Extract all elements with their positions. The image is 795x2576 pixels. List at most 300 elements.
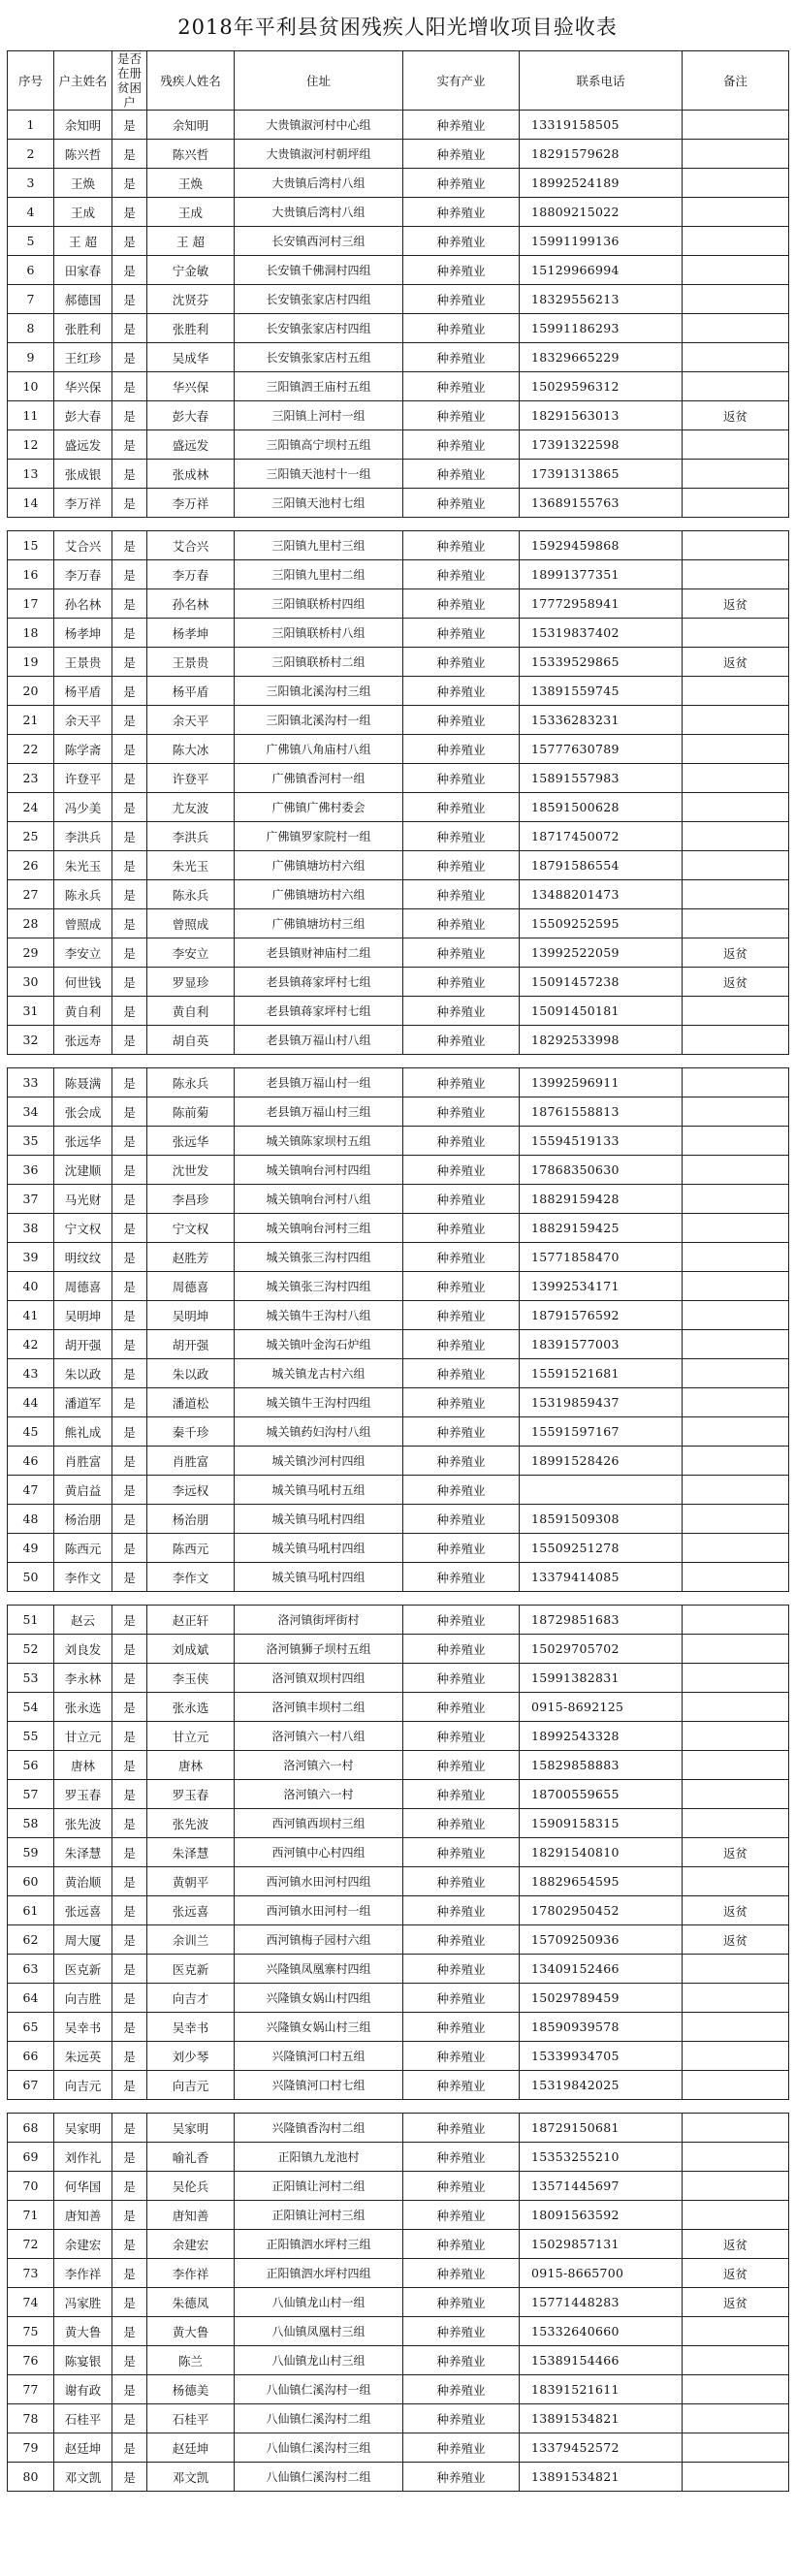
disabled-person-name: 张永选 — [147, 1693, 235, 1722]
phone-number: 18829654595 — [520, 1867, 683, 1896]
industry: 种养殖业 — [403, 619, 520, 648]
table-row — [8, 460, 789, 489]
disabled-person-name: 周德喜 — [147, 1272, 235, 1301]
row-number: 64 — [8, 1984, 54, 2013]
disabled-person-name: 邓文凯 — [147, 2463, 235, 2492]
industry: 种养殖业 — [403, 764, 520, 793]
address: 西河镇水田河村一组 — [235, 1896, 403, 1925]
remark — [683, 1214, 789, 1243]
industry: 种养殖业 — [403, 1156, 520, 1185]
phone-number: 15091450181 — [520, 997, 683, 1026]
row-number: 66 — [8, 2042, 54, 2071]
section-gap — [7, 2100, 788, 2113]
registered-poor: 是 — [112, 1185, 147, 1214]
remark — [683, 677, 789, 706]
disabled-person-name: 李远权 — [147, 1476, 235, 1505]
table-row — [8, 2230, 789, 2259]
phone-number: 15929459868 — [520, 531, 683, 560]
registered-poor: 是 — [112, 2463, 147, 2492]
industry: 种养殖业 — [403, 1447, 520, 1476]
address: 长安镇张家店村四组 — [235, 285, 403, 314]
industry: 种养殖业 — [403, 2433, 520, 2463]
phone-number: 17391322598 — [520, 430, 683, 460]
remark: 返贫 — [683, 2288, 789, 2317]
phone-number: 18829159425 — [520, 1214, 683, 1243]
disabled-person-name: 曾照成 — [147, 909, 235, 938]
householder-name: 陈西元 — [54, 1534, 112, 1563]
phone-number: 18992543328 — [520, 1722, 683, 1751]
registered-poor: 是 — [112, 1243, 147, 1272]
row-number: 39 — [8, 1243, 54, 1272]
address: 老县镇万福山村三组 — [235, 1097, 403, 1127]
phone-number: 15129966994 — [520, 256, 683, 285]
disabled-person-name: 吴伦兵 — [147, 2172, 235, 2201]
industry: 种养殖业 — [403, 1925, 520, 1955]
disabled-person-name: 李作文 — [147, 1563, 235, 1592]
row-number: 2 — [8, 140, 54, 169]
registered-poor: 是 — [112, 1809, 147, 1838]
table-row — [8, 111, 789, 140]
table-row — [8, 706, 789, 735]
phone-number: 18991528426 — [520, 1447, 683, 1476]
householder-name: 熊礼成 — [54, 1417, 112, 1447]
disabled-person-name: 艾合兴 — [147, 531, 235, 560]
householder-name: 王 超 — [54, 227, 112, 256]
table-row — [8, 1955, 789, 1984]
phone-number: 17772958941 — [520, 589, 683, 619]
registered-poor: 是 — [112, 1417, 147, 1447]
address: 西河镇梅子园村六组 — [235, 1925, 403, 1955]
phone-number: 18291579628 — [520, 140, 683, 169]
householder-name: 向吉胜 — [54, 1984, 112, 2013]
remark: 返贫 — [683, 401, 789, 430]
registered-poor: 是 — [112, 1780, 147, 1809]
table-row — [8, 1156, 789, 1185]
disabled-person-name: 王焕 — [147, 169, 235, 198]
phone-number: 15991186293 — [520, 314, 683, 343]
disabled-person-name: 朱光玉 — [147, 851, 235, 880]
phone-number: 15029596312 — [520, 372, 683, 401]
remark — [683, 372, 789, 401]
householder-name: 何华国 — [54, 2172, 112, 2201]
address: 长安镇千佛洞村四组 — [235, 256, 403, 285]
address: 城关镇响台河村三组 — [235, 1214, 403, 1243]
row-number: 75 — [8, 2317, 54, 2346]
householder-name: 陈宴银 — [54, 2346, 112, 2375]
industry: 种养殖业 — [403, 1867, 520, 1896]
disabled-person-name: 盛远发 — [147, 430, 235, 460]
remark — [683, 1476, 789, 1505]
remark — [683, 430, 789, 460]
address: 三阳镇联桥村四组 — [235, 589, 403, 619]
row-number: 65 — [8, 2013, 54, 2042]
remark: 返贫 — [683, 2230, 789, 2259]
row-number: 47 — [8, 1476, 54, 1505]
table-row — [8, 648, 789, 677]
remark — [683, 1563, 789, 1592]
remark — [683, 851, 789, 880]
registered-poor: 是 — [112, 1127, 147, 1156]
disabled-person-name: 王成 — [147, 198, 235, 227]
registered-poor: 是 — [112, 909, 147, 938]
phone-number: 17868350630 — [520, 1156, 683, 1185]
row-number: 29 — [8, 938, 54, 968]
address: 广佛镇八角庙村八组 — [235, 735, 403, 764]
disabled-person-name: 张远华 — [147, 1127, 235, 1156]
registered-poor: 是 — [112, 560, 147, 589]
phone-number: 18590939578 — [520, 2013, 683, 2042]
industry: 种养殖业 — [403, 489, 520, 518]
disabled-person-name: 黄朝平 — [147, 1867, 235, 1896]
registered-poor: 是 — [112, 1563, 147, 1592]
row-number: 3 — [8, 169, 54, 198]
address: 洛河镇双坝村四组 — [235, 1664, 403, 1693]
phone-number: 18091563592 — [520, 2201, 683, 2230]
registered-poor: 是 — [112, 2042, 147, 2071]
row-number: 20 — [8, 677, 54, 706]
table-row — [8, 531, 789, 560]
address: 老县镇万福山村八组 — [235, 1026, 403, 1055]
registered-poor: 是 — [112, 489, 147, 518]
disabled-person-name: 黄大鲁 — [147, 2317, 235, 2346]
table-row — [8, 2042, 789, 2071]
registered-poor: 是 — [112, 1026, 147, 1055]
disabled-person-name: 朱德凤 — [147, 2288, 235, 2317]
registered-poor: 是 — [112, 1984, 147, 2013]
householder-name: 黄启益 — [54, 1476, 112, 1505]
phone-number: 15777630789 — [520, 735, 683, 764]
householder-name: 陈兴哲 — [54, 140, 112, 169]
householder-name: 明纹纹 — [54, 1243, 112, 1272]
industry: 种养殖业 — [403, 372, 520, 401]
phone-number: 15509251278 — [520, 1534, 683, 1563]
disabled-person-name: 张远喜 — [147, 1896, 235, 1925]
table-row — [8, 968, 789, 997]
address: 三阳镇北溪沟村三组 — [235, 677, 403, 706]
disabled-person-name: 李万春 — [147, 560, 235, 589]
table-row — [8, 1809, 789, 1838]
disabled-person-name: 余天平 — [147, 706, 235, 735]
table-row — [8, 1606, 789, 1635]
registered-poor: 是 — [112, 1330, 147, 1359]
industry: 种养殖业 — [403, 401, 520, 430]
disabled-person-name: 陈兴哲 — [147, 140, 235, 169]
householder-name: 张胜利 — [54, 314, 112, 343]
table-row — [8, 430, 789, 460]
disabled-person-name: 张成林 — [147, 460, 235, 489]
disabled-person-name: 彭大春 — [147, 401, 235, 430]
householder-name: 朱光玉 — [54, 851, 112, 880]
table-row — [8, 909, 789, 938]
table-row — [8, 2114, 789, 2143]
householder-name: 吴明坤 — [54, 1301, 112, 1330]
householder-name: 张远寿 — [54, 1026, 112, 1055]
disabled-person-name: 罗玉春 — [147, 1780, 235, 1809]
remark — [683, 2071, 789, 2100]
phone-number: 15091457238 — [520, 968, 683, 997]
phone-number: 15336283231 — [520, 706, 683, 735]
phone-number: 15991199136 — [520, 227, 683, 256]
industry: 种养殖业 — [403, 256, 520, 285]
industry: 种养殖业 — [403, 430, 520, 460]
registered-poor: 是 — [112, 1534, 147, 1563]
address: 城关镇马吼村四组 — [235, 1534, 403, 1563]
phone-number: 13319158505 — [520, 111, 683, 140]
disabled-person-name: 陈永兵 — [147, 880, 235, 909]
industry: 种养殖业 — [403, 1563, 520, 1592]
table-row — [8, 2375, 789, 2404]
table-row — [8, 1635, 789, 1664]
remark: 返贫 — [683, 938, 789, 968]
registered-poor: 是 — [112, 372, 147, 401]
remark — [683, 2433, 789, 2463]
remark — [683, 706, 789, 735]
phone-number: 18791586554 — [520, 851, 683, 880]
phone-number: 13992596911 — [520, 1068, 683, 1097]
phone-number: 18329556213 — [520, 285, 683, 314]
industry: 种养殖业 — [403, 314, 520, 343]
industry: 种养殖业 — [403, 1809, 520, 1838]
address: 城关镇马吼村五组 — [235, 1476, 403, 1505]
remark — [683, 1955, 789, 1984]
registered-poor: 是 — [112, 1606, 147, 1635]
row-number: 11 — [8, 401, 54, 430]
remark — [683, 169, 789, 198]
phone-number: 18700559655 — [520, 1780, 683, 1809]
householder-name: 向吉元 — [54, 2071, 112, 2100]
phone-number: 13891534821 — [520, 2463, 683, 2492]
row-number: 43 — [8, 1359, 54, 1388]
registered-poor: 是 — [112, 1476, 147, 1505]
disabled-person-name: 陈西元 — [147, 1534, 235, 1563]
householder-name: 潘道军 — [54, 1388, 112, 1417]
registered-poor: 是 — [112, 997, 147, 1026]
registered-poor: 是 — [112, 2288, 147, 2317]
disabled-person-name: 许登平 — [147, 764, 235, 793]
row-number: 56 — [8, 1751, 54, 1780]
acceptance-table — [7, 50, 788, 2492]
table-row — [8, 227, 789, 256]
industry: 种养殖业 — [403, 140, 520, 169]
table-row — [8, 1693, 789, 1722]
remark — [683, 285, 789, 314]
householder-name: 李洪兵 — [54, 822, 112, 851]
address: 兴隆镇香沟村二组 — [235, 2114, 403, 2143]
column-header: 备注 — [683, 51, 789, 111]
row-number: 67 — [8, 2071, 54, 2100]
disabled-person-name: 潘道松 — [147, 1388, 235, 1417]
industry: 种养殖业 — [403, 1722, 520, 1751]
disabled-person-name: 沈贤芬 — [147, 285, 235, 314]
householder-name: 孙名林 — [54, 589, 112, 619]
column-header: 是否在册贫困户 — [112, 51, 147, 111]
registered-poor: 是 — [112, 1925, 147, 1955]
table-row — [8, 140, 789, 169]
disabled-person-name: 肖胜富 — [147, 1447, 235, 1476]
industry: 种养殖业 — [403, 1214, 520, 1243]
householder-name: 赵云 — [54, 1606, 112, 1635]
row-number: 12 — [8, 430, 54, 460]
table-row — [8, 2463, 789, 2492]
page-title: 2018年平利县贫困残疾人阳光增收项目验收表 — [177, 16, 618, 39]
industry: 种养殖业 — [403, 909, 520, 938]
row-number: 77 — [8, 2375, 54, 2404]
householder-name: 李万春 — [54, 560, 112, 589]
householder-name: 华兴保 — [54, 372, 112, 401]
industry: 种养殖业 — [403, 285, 520, 314]
phone-number: 18717450072 — [520, 822, 683, 851]
householder-name: 唐知善 — [54, 2201, 112, 2230]
row-number: 71 — [8, 2201, 54, 2230]
phone-number: 13409152466 — [520, 1955, 683, 1984]
remark — [683, 1359, 789, 1388]
row-number: 30 — [8, 968, 54, 997]
disabled-person-name: 医克新 — [147, 1955, 235, 1984]
address: 兴隆镇女娲山村三组 — [235, 2013, 403, 2042]
address: 八仙镇仁溪沟村三组 — [235, 2433, 403, 2463]
householder-name: 朱泽慧 — [54, 1838, 112, 1867]
registered-poor: 是 — [112, 343, 147, 372]
industry: 种养殖业 — [403, 343, 520, 372]
remark — [683, 1068, 789, 1097]
registered-poor: 是 — [112, 1838, 147, 1867]
address: 兴隆镇河口村七组 — [235, 2071, 403, 2100]
phone-number: 15029857131 — [520, 2230, 683, 2259]
industry: 种养殖业 — [403, 589, 520, 619]
disabled-person-name: 杨孝坤 — [147, 619, 235, 648]
table-row — [8, 2201, 789, 2230]
phone-number: 18391577003 — [520, 1330, 683, 1359]
row-number: 44 — [8, 1388, 54, 1417]
registered-poor: 是 — [112, 2143, 147, 2172]
remark — [683, 1635, 789, 1664]
householder-name: 黄自利 — [54, 997, 112, 1026]
row-number: 78 — [8, 2404, 54, 2433]
registered-poor: 是 — [112, 764, 147, 793]
householder-name: 邓文凯 — [54, 2463, 112, 2492]
table-row — [8, 793, 789, 822]
address: 广佛镇罗家院村一组 — [235, 822, 403, 851]
remark — [683, 314, 789, 343]
row-number: 32 — [8, 1026, 54, 1055]
phone-number: 18829159428 — [520, 1185, 683, 1214]
remark — [683, 2346, 789, 2375]
disabled-person-name: 刘成斌 — [147, 1635, 235, 1664]
table-row — [8, 1243, 789, 1272]
householder-name: 何世钱 — [54, 968, 112, 997]
address: 兴隆镇女娲山村四组 — [235, 1984, 403, 2013]
phone-number: 15353255210 — [520, 2143, 683, 2172]
disabled-person-name: 沈世发 — [147, 1156, 235, 1185]
industry: 种养殖业 — [403, 1272, 520, 1301]
registered-poor: 是 — [112, 1359, 147, 1388]
table-row — [8, 1925, 789, 1955]
table-row — [8, 285, 789, 314]
row-number: 54 — [8, 1693, 54, 1722]
table-row — [8, 2346, 789, 2375]
registered-poor: 是 — [112, 2172, 147, 2201]
householder-name: 谢有政 — [54, 2375, 112, 2404]
disabled-person-name: 胡自英 — [147, 1026, 235, 1055]
disabled-person-name: 杨治朋 — [147, 1505, 235, 1534]
address: 三阳镇高宁坝村五组 — [235, 430, 403, 460]
registered-poor: 是 — [112, 531, 147, 560]
disabled-person-name: 赵正轩 — [147, 1606, 235, 1635]
address: 大贵镇淑河村朝坪组 — [235, 140, 403, 169]
industry: 种养殖业 — [403, 1359, 520, 1388]
row-number: 60 — [8, 1867, 54, 1896]
table-row — [8, 1214, 789, 1243]
registered-poor: 是 — [112, 430, 147, 460]
phone-number: 15029789459 — [520, 1984, 683, 2013]
address: 三阳镇九里村三组 — [235, 531, 403, 560]
registered-poor: 是 — [112, 285, 147, 314]
registered-poor: 是 — [112, 735, 147, 764]
industry: 种养殖业 — [403, 1693, 520, 1722]
industry: 种养殖业 — [403, 1751, 520, 1780]
address: 洛河镇狮子坝村五组 — [235, 1635, 403, 1664]
phone-number: 15029705702 — [520, 1635, 683, 1664]
phone-number: 0915-8692125 — [520, 1693, 683, 1722]
phone-number: 18791576592 — [520, 1301, 683, 1330]
householder-name: 张成银 — [54, 460, 112, 489]
remark — [683, 1867, 789, 1896]
address: 老县镇财神庙村二组 — [235, 938, 403, 968]
industry: 种养殖业 — [403, 169, 520, 198]
remark — [683, 1127, 789, 1156]
phone-number: 13891559745 — [520, 677, 683, 706]
industry: 种养殖业 — [403, 2114, 520, 2143]
row-number: 52 — [8, 1635, 54, 1664]
row-number: 19 — [8, 648, 54, 677]
address: 大贵镇后湾村八组 — [235, 169, 403, 198]
address: 城关镇响台河村四组 — [235, 1156, 403, 1185]
householder-name: 彭大春 — [54, 401, 112, 430]
industry: 种养殖业 — [403, 1127, 520, 1156]
registered-poor: 是 — [112, 1664, 147, 1693]
phone-number: 13992522059 — [520, 938, 683, 968]
registered-poor: 是 — [112, 2071, 147, 2100]
address: 西河镇西坝村三组 — [235, 1809, 403, 1838]
householder-name: 李万祥 — [54, 489, 112, 518]
householder-name: 曾照成 — [54, 909, 112, 938]
householder-name: 唐林 — [54, 1751, 112, 1780]
table-row — [8, 997, 789, 1026]
disabled-person-name: 向吉才 — [147, 1984, 235, 2013]
industry: 种养殖业 — [403, 2013, 520, 2042]
address: 城关镇马吼村四组 — [235, 1505, 403, 1534]
householder-name: 张远喜 — [54, 1896, 112, 1925]
row-number: 49 — [8, 1534, 54, 1563]
address: 广佛镇广佛村委会 — [235, 793, 403, 822]
householder-name: 张先波 — [54, 1809, 112, 1838]
householder-name: 宁文权 — [54, 1214, 112, 1243]
row-number: 17 — [8, 589, 54, 619]
address: 长安镇西河村三组 — [235, 227, 403, 256]
registered-poor: 是 — [112, 1068, 147, 1097]
industry: 种养殖业 — [403, 1097, 520, 1127]
row-number: 72 — [8, 2230, 54, 2259]
address: 三阳镇联桥村八组 — [235, 619, 403, 648]
table-row — [8, 489, 789, 518]
table-row — [8, 822, 789, 851]
table-row — [8, 1330, 789, 1359]
industry: 种养殖业 — [403, 1505, 520, 1534]
registered-poor: 是 — [112, 2433, 147, 2463]
registered-poor: 是 — [112, 1272, 147, 1301]
registered-poor: 是 — [112, 1505, 147, 1534]
registered-poor: 是 — [112, 198, 147, 227]
